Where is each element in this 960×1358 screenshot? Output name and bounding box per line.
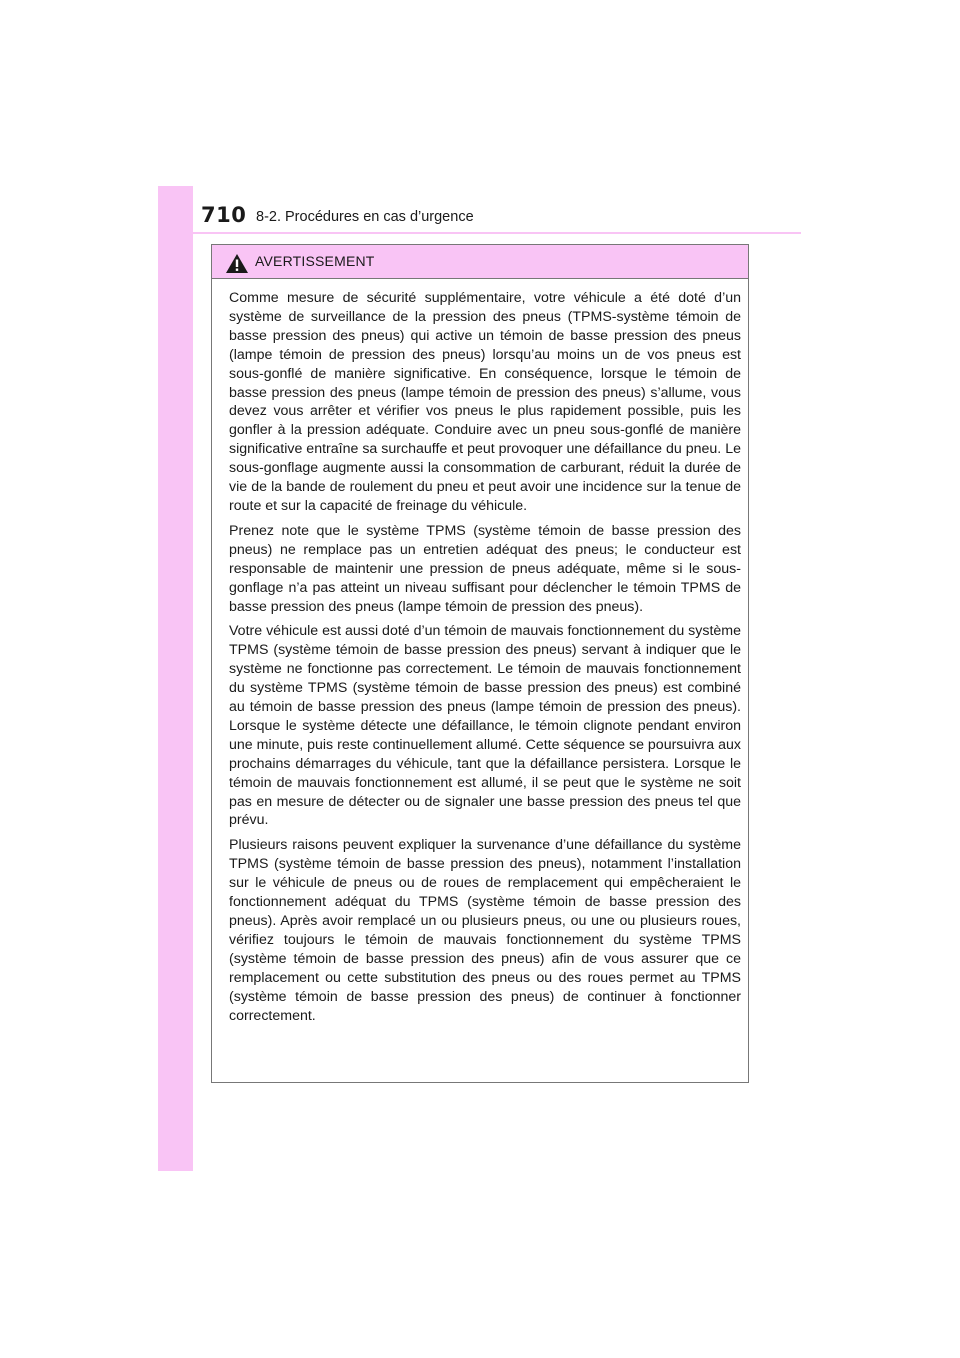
warning-triangle-icon: [226, 254, 248, 273]
warning-header: [212, 245, 748, 279]
warning-paragraph-4: Plusieurs raisons peuvent expliquer la survenance d’une défaillance du système TPMS (système témoin de basse pression des pneus), notamment l’installation sur le véhicule de pneus ou de roues de remplacement qui empêcheraient le fonctionnement adéquat du TPMS (système témoin de basse pression des pneus). Après avoir remplacé un ou plusieurs pneus, ou une ou plusieurs roues, vérifiez toujours le témoin de mauvais fonctionnement du système TPMS (système témoin de basse pression des pneus) afin de vous assurer que ce remplacement ou cette substitution des pneus ou des roues permet au TPMS (système témoin de basse pression des pneus) de continuer à fonctionner correctement.: [229, 837, 741, 1024]
section-title: 8-2. Procédures en cas d’urgence: [256, 209, 474, 225]
warning-paragraph-3: Votre véhicule est aussi doté d’un témoin de mauvais fonctionnement du système TPMS (système témoin de basse pression des pneus) servant à indiquer que le système ne fonctionne pas correctement. Le témoin de mauvais fonctionnement du système TPMS (système témoin de basse pression des pneus) est combiné au témoin de basse pression des pneus (lampe témoin de pression des pneus). Lorsque le système détecte une défaillance, le témoin clignote pendant environ une minute, puis reste continuellement allumé. Cette séquence se poursuivra aux prochains démarrages du véhicule, tant que la défaillance persistera. Lorsque le témoin de mauvais fonctionnement est allumé, il se peut que le système ne soit pas en mesure de détecter ou de signaler une basse pression des pneus tel que prévu.: [229, 623, 741, 829]
header-rule: [193, 232, 801, 234]
page-number: 710: [201, 203, 247, 227]
warning-title: AVERTISSEMENT: [255, 253, 375, 269]
warning-paragraph-1: Comme mesure de sécurité supplémentaire, votre véhicule a été doté d’un système de surveillance de la pression des pneus (TPMS-système témoin de basse pression des pneus) qui active un témoin de basse pression des pneus (lampe témoin de pression des pneus) lorsqu’au moins un de vos pneus est sous-gonflé de manière significative. En conséquence, lorsque le témoin de basse pression des pneus (lampe témoin de pression des pneus) s’allume, vous devez vous arrêter et vérifier vos pneus le plus rapidement possible, puis les gonfler à la pression adéquate. Conduire avec un pneu sous-gonflé de manière significative entraîne sa surchauffe et peut provoquer une défaillance du pneu. Le sous-gonflage augmente aussi la consommation de carburant, réduit la durée de vie de la bande de roulement du pneu et peut avoir une incidence sur la tenue de route et sur la capacité de freinage du véhicule.: [229, 290, 741, 514]
warning-box: [211, 244, 749, 1083]
warning-body: [229, 289, 741, 1031]
page-header: [0, 0, 960, 240]
chapter-side-strip: [158, 186, 193, 1171]
warning-paragraph-2: Prenez note que le système TPMS (système témoin de basse pression des pneus) ne remplace pas un entretien adéquat des pneus; le conducteur est responsable de maintenir une pression de pneus adéquate, même si le sous-gonflage n’a pas atteint un niveau suffisant pour déclencher le témoin TPMS de basse pression des pneus (lampe témoin de pression des pneus).: [229, 522, 741, 615]
